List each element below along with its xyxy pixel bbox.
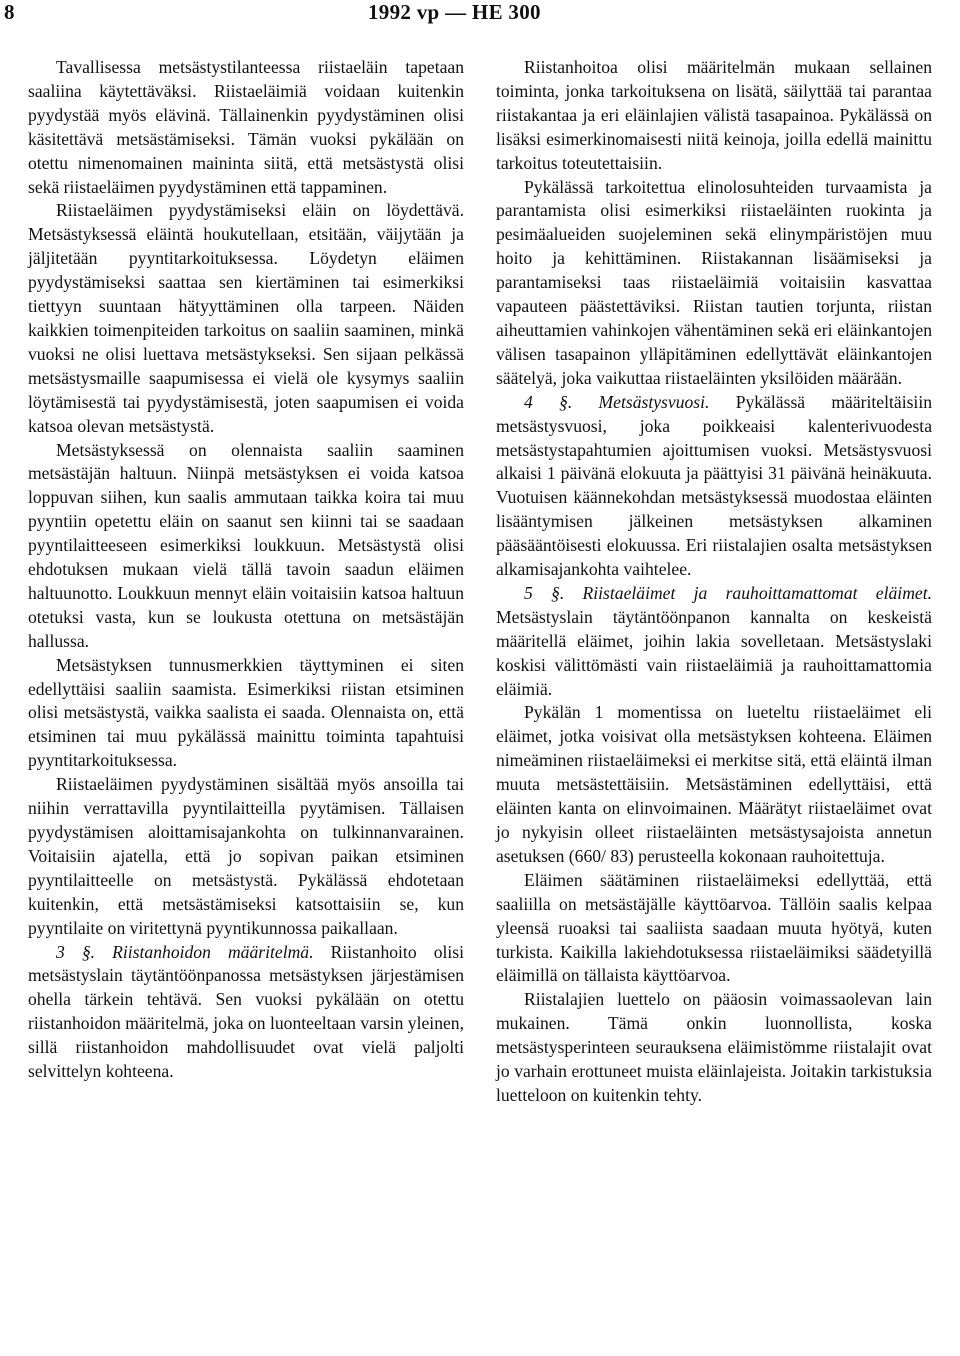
- section-5-paragraph: [496, 582, 932, 702]
- paragraph: Riistaeläimen pyydystämiseksi eläin on löydettävä. Metsästyksessä eläintä houkutellaan, etsitään, väijytään ja jäljitetään pyyntitarkoituksessa. Löydetyn eläimen pyydystämiseksi saattaa sen kiertäminen tai esimerkiksi tiettyyn suuntaan hätyyttäminen olla tarpeen. Näiden kaikkien toimenpiteiden tarkoitus on saaliin saaminen, minkä vuoksi ne olisi luettava metsästykseksi. Sen sijaan pelkässä metsästysmaille saapumisessa ei vielä ole kysymys saaliin löytämisestä tai pyydystämisestä, joten saapumisen ei voida katsoa olevan metsästystä.: [28, 200, 464, 436]
- paragraph: Tavallisessa metsästystilanteessa riistaeläin tapetaan saaliina käytettäväksi. Riistaeläimiä voidaan kuitenkin pyydystää myös elävinä. Tällainenkin pyydystäminen olisi käsitettävä metsästämiseksi. Tämän vuoksi pykälään on otettu nimenomainen maininta siitä, että metsästystä olisi sekä riistaeläimen pyydystäminen että tappaminen.: [28, 57, 464, 197]
- paragraph: Riistaeläimen pyydystäminen sisältää myös ansoilla tai niihin verrattavilla pyyntilaitteilla pyytämisen. Tällaisen pyydystämisen aloittamisajankohta on tulkinnanvarainen. Voitaisiin ajatella, että jo sopivan paikan etsiminen pyyntilaitteelle on metsästystä. Pykälässä ehdotetaan kuitenkin, että metsästämiseksi katsottaisiin se, kun pyyntilaite on viritettynä pyyntikunnossa paikallaan.: [28, 774, 464, 938]
- paragraph: Pykälässä tarkoitettua elinolosuhteiden turvaamista ja parantamista olisi esimerkiksi riistaeläinten ruokinta ja pesimäalueiden suojeleminen sekä elinympäristöjen muu hoito ja kehittäminen. Riistakannan lisäämiseksi ja parantamiseksi taas riistaeläimiä voitaisiin kasvattaa vapauteen päästettäviksi. Riistan tautien torjunta, riistan aiheuttamien vahinkojen vähentäminen sekä eri eläinkantojen välisen tasapainon ylläpitäminen edellyttävät eläinkantojen säätelyä, joka vaikuttaa riistaeläinten yksilöiden määrään.: [496, 176, 932, 388]
- section-3-text: Riistanhoito olisi metsästyslain täytäntöönpanossa metsästyksen järjestämisen ohella tärkein tehtävä. Sen vuoksi pykälään on otettu riistanhoidon määritelmä, joka on luonteeltaan varsin yleinen, sillä riistanhoidon mahdollisuudet ovat vielä paljolti selvittelyn kohteena.: [28, 941, 465, 1082]
- right-column: [496, 56, 932, 1108]
- section-3-title: Riistanhoidon määritelmä.: [112, 941, 314, 962]
- section-3-paragraph: [28, 941, 464, 1084]
- left-column: [28, 56, 464, 1084]
- section-5-text: Metsästyslain täytäntöönpanon kannalta on keskeistä määritellä eläimet, joihin lakia sovelletaan. Metsästyslaki koskisi välittömästi vain riistaeläimiä ja rauhoittamattomia eläimiä.: [496, 606, 932, 699]
- section-5-title: Riistaeläimet ja rauhoittamattomat eläimet.: [582, 582, 932, 603]
- section-4-number: 4 §.: [524, 391, 573, 412]
- section-4-paragraph: [496, 391, 932, 582]
- paragraph: Metsästyksen tunnusmerkkien täyttyminen ei siten edellyttäisi saaliin saamista. Esimerkiksi riistan etsiminen olisi metsästystä, vaikka saalista ei saada. Olennaista on, että etsiminen tai muu pykälässä mainittu toiminta tapahtuisi pyyntitarkoituksessa.: [28, 654, 464, 771]
- section-4-text: Pykälässä määriteltäisiin metsästysvuosi, joka poikkeaisi kalenterivuodesta metsästystapahtumien ajoittumisen vuoksi. Metsästysvuosi alkaisi 1 päivänä elokuuta ja päättyisi 31 päivänä heinäkuuta. Vuotuisen käännekohdan metsästyksessä muodostaa eläinten lisääntymisen jälkeinen metsästyksen alkaminen pääsääntöisesti elokuussa. Eri riistalajien osalta metsästyksen alkamisajankohta vaihtelee.: [496, 391, 932, 580]
- section-4-title: Metsästysvuosi.: [598, 391, 710, 412]
- paragraph: Metsästyksessä on olennaista saaliin saaminen metsästäjän haltuun. Niinpä metsästyksen ei voida katsoa loppuvan siihen, kun saalis ammutaan taikka koira tai muu pyyntiin opetettu eläin on saanut sen kiinni tai se saadaan pyyntilaitteeseen esimerkiksi loukkuun. Metsästystä olisi ehdotuksen mukaan vielä tällä tavoin saadun eläimen haltuunotto. Loukkuun mennyt eläin voitaisiin katsoa haltuun otetuksi vasta, kun se loukusta otettuna on metsästäjän hallussa.: [28, 439, 464, 651]
- section-3-number: 3 §.: [56, 941, 96, 962]
- paragraph: Riistalajien luettelo on pääosin voimassaolevan lain mukainen. Tämä onkin luonnollista, koska metsästysperinteen seurauksena eläimistömme riistalajit ovat jo varhain erottuneet muista eläinlajeista. Joitakin tarkistuksia luetteloon on kuitenkin tehty.: [496, 989, 932, 1105]
- paragraph: Riistanhoitoa olisi määritelmän mukaan sellainen toiminta, jonka tarkoituksena on lisätä, säilyttää tai parantaa riistakantaa ja eri eläinlajien välistä tasapainoa. Pykälässä on lisäksi esimerkinomaisesti niitä keinoja, joilla edellä mainittu tarkoitus toteutettaisiin.: [496, 57, 932, 173]
- paragraph: Pykälän 1 momentissa on lueteltu riistaeläimet eli eläimet, jotka voisivat olla metsästyksen kohteena. Eläimen nimeäminen riistaeläimeksi ei merkitse sitä, että eläintä ilman muuta metsästettäisiin. Metsästäminen edellyttäisi, että eläinten kanta on elinvoimainen. Määrätyt riistaeläimet ovat jo nykyisin olleet riistaeläinten metsästysajoista annetun asetuksen (660/ 83) perusteella kokonaan rauhoitettuja.: [496, 702, 932, 866]
- paragraph: Eläimen säätäminen riistaeläimeksi edellyttää, että saaliilla on metsästäjälle käyttöarvoa. Tällöin saalis kelpaa yleensä ruoaksi tai saaliista saadaan muuta hyötyä, kuten turkista. Kaikilla lakiehdotuksessa riistaeläimiksi säädetyillä eläimillä on tällaista käyttöarvoa.: [496, 869, 932, 986]
- section-5-number: 5 §.: [524, 582, 565, 603]
- running-head: 1992 vp — HE 300: [368, 0, 541, 24]
- page-header: [0, 0, 960, 30]
- page-number: 8: [4, 0, 15, 24]
